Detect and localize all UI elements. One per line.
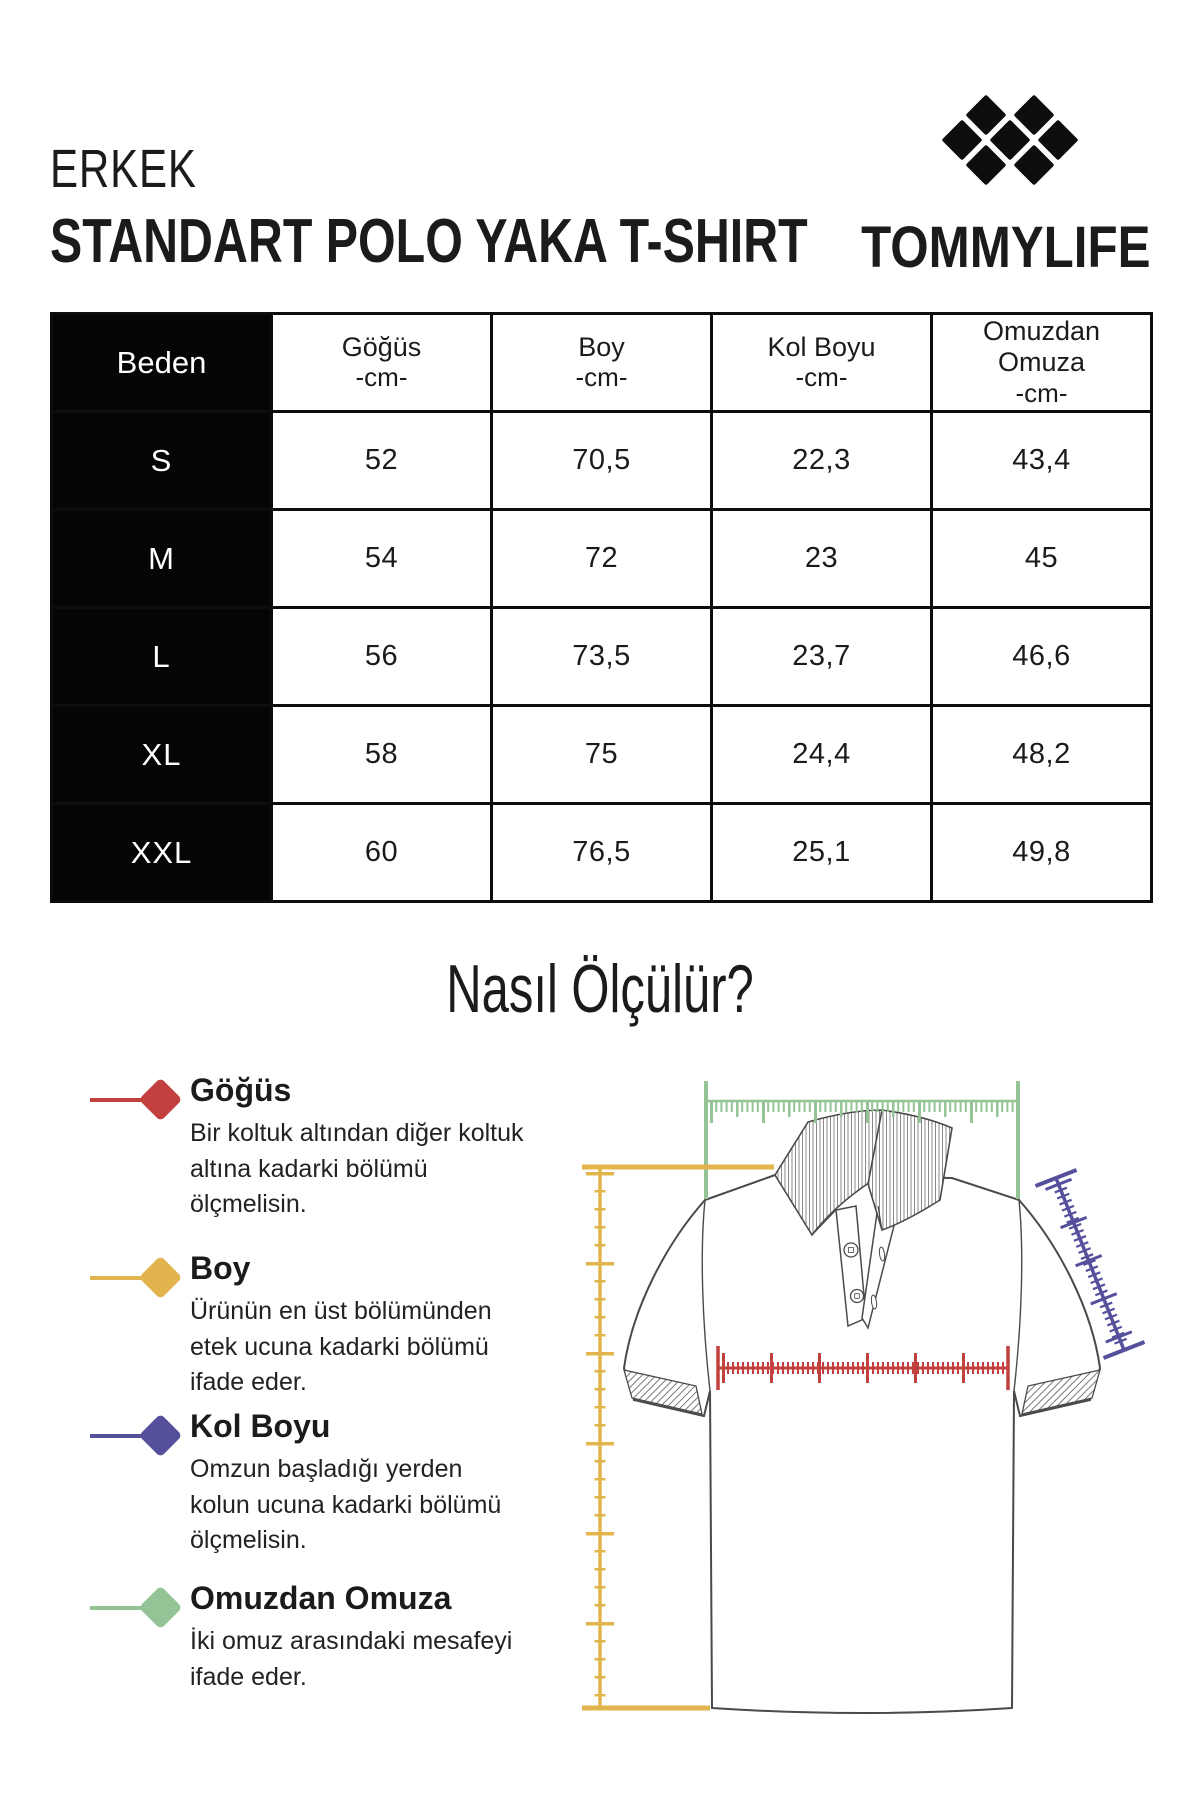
button — [851, 1290, 864, 1303]
sleeve-diamond-icon — [90, 1420, 176, 1451]
size-cell: M — [52, 510, 272, 608]
value-cell: 56 — [272, 608, 492, 706]
table-row-xxl — [52, 804, 1152, 902]
column-unit: -cm- — [795, 362, 848, 393]
legend-description: Bir koltuk altından diğer koltuk altına kadarki bölümü ölçmelisin. — [190, 1119, 524, 1218]
value-cell: 24,4 — [712, 706, 932, 804]
column-unit: -cm- — [1015, 377, 1068, 408]
size-cell: S — [52, 412, 272, 510]
column-header-gogus — [272, 314, 492, 412]
shirt-outline — [624, 1110, 1100, 1713]
table-corner-beden: Beden — [52, 314, 272, 412]
brand-diamonds-icon — [935, 88, 1095, 193]
brand-name: TOMMYLIFE — [860, 215, 1150, 280]
length-diamond-icon — [90, 1262, 176, 1293]
chest-diamond-icon — [90, 1084, 176, 1115]
legend-title: Boy — [190, 1250, 251, 1286]
value-cell: 60 — [272, 804, 492, 902]
button — [844, 1243, 858, 1257]
legend-description: Ürünün en üst bölümünden etek ucuna kadarki bölümü ifade eder. — [190, 1297, 492, 1396]
legend-description: Omzun başladığı yerden kolun ucuna kadarki bölümü ölçmelisin. — [190, 1455, 502, 1554]
value-cell: 70,5 — [492, 412, 712, 510]
column-label: Boy — [578, 331, 625, 362]
page-title: STANDART POLO YAKA T-SHIRT — [50, 207, 808, 276]
legend-title: Kol Boyu — [190, 1408, 331, 1444]
value-cell: 45 — [932, 510, 1152, 608]
size-cell: XXL — [52, 804, 272, 902]
legend-item-gogus — [90, 1072, 524, 1223]
diamond-icon — [139, 1078, 183, 1122]
value-cell: 54 — [272, 510, 492, 608]
polo-shirt-diagram — [560, 1060, 1200, 1760]
legend-item-boy — [90, 1250, 520, 1401]
shoulder-diamond-icon — [90, 1592, 176, 1623]
table-row-l — [52, 608, 1152, 706]
diamond-icon — [139, 1414, 183, 1458]
value-cell: 72 — [492, 510, 712, 608]
value-cell: 48,2 — [932, 706, 1152, 804]
value-cell: 23,7 — [712, 608, 932, 706]
column-label: Kol Boyu — [767, 331, 876, 362]
size-cell: L — [52, 608, 272, 706]
column-unit: -cm- — [575, 362, 628, 393]
value-cell: 46,6 — [932, 608, 1152, 706]
table-header-row — [52, 314, 1152, 412]
diamond-icon — [139, 1256, 183, 1300]
value-cell: 52 — [272, 412, 492, 510]
value-cell: 58 — [272, 706, 492, 804]
column-label: Omuzdan Omuza — [982, 316, 1101, 377]
column-label: Göğüs — [341, 331, 422, 362]
value-cell: 22,3 — [712, 412, 932, 510]
column-header-omuzdan-omuza — [932, 314, 1152, 412]
column-unit: -cm- — [355, 362, 408, 393]
legend-title: Omuzdan Omuza — [190, 1580, 452, 1616]
size-cell: XL — [52, 706, 272, 804]
value-cell: 76,5 — [492, 804, 712, 902]
size-table — [50, 312, 1153, 903]
table-row-s — [52, 412, 1152, 510]
legend-title: Göğüs — [190, 1072, 292, 1108]
table-row-xl — [52, 706, 1152, 804]
measure-heading: Nasıl Ölçülür? — [446, 951, 754, 1027]
diamond-icon — [139, 1586, 183, 1630]
value-cell: 23 — [712, 510, 932, 608]
column-header-boy — [492, 314, 712, 412]
table-row-m — [52, 510, 1152, 608]
column-header-kol-boyu — [712, 314, 932, 412]
value-cell: 73,5 — [492, 608, 712, 706]
legend-item-omuzdan-omuza — [90, 1580, 520, 1695]
value-cell: 25,1 — [712, 804, 932, 902]
legend-description: İki omuz arasındaki mesafeyi ifade eder. — [190, 1627, 513, 1691]
header-category: ERKEK — [50, 139, 197, 199]
legend-item-kol-boyu — [90, 1408, 520, 1559]
value-cell: 49,8 — [932, 804, 1152, 902]
value-cell: 43,4 — [932, 412, 1152, 510]
value-cell: 75 — [492, 706, 712, 804]
